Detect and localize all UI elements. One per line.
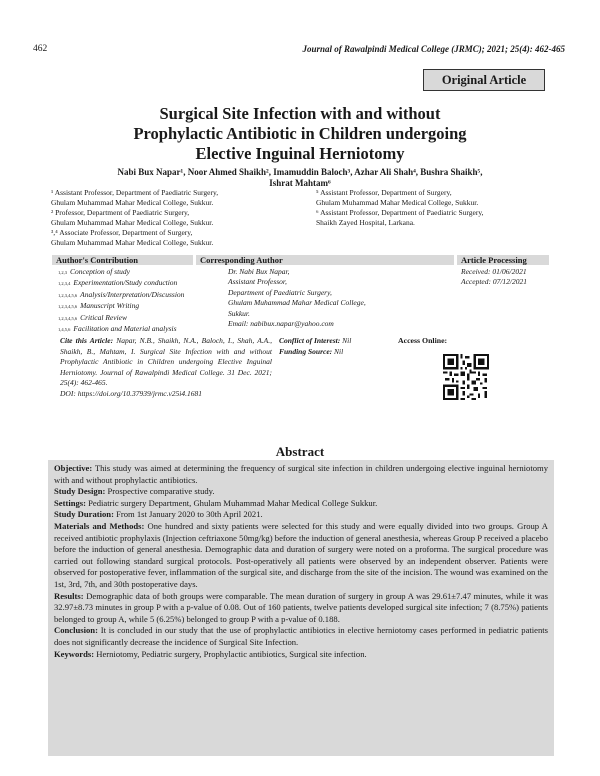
processing-heading: Article Processing bbox=[457, 255, 549, 265]
contribution-text: Critical Review bbox=[80, 312, 127, 322]
contribution-sup: 1,4,5,6 bbox=[58, 327, 71, 333]
abstract-box bbox=[48, 460, 554, 756]
affiliation-line: Ghulam Muhammad Mahar Medical College, Sukkur. bbox=[51, 198, 214, 207]
abstract-duration bbox=[54, 509, 548, 521]
objective-label: Objective: bbox=[54, 463, 93, 473]
affiliation-line: Ghulam Muhammad Mahar Medical College, Sukkur. bbox=[316, 198, 479, 207]
accepted-date: Accepted: 07/12/2021 bbox=[461, 277, 528, 287]
affiliation-line: Ghulam Muhammad Mahar Medical College, Sukkur. bbox=[51, 218, 214, 227]
qr-code-icon[interactable] bbox=[443, 354, 489, 400]
corresponding-heading: Corresponding Author bbox=[196, 255, 454, 265]
received-date: Received: 01/06/2021 bbox=[461, 267, 527, 276]
processing-block bbox=[461, 267, 527, 288]
contribution-sup: 1,2,3,4,5,6 bbox=[58, 315, 78, 321]
contribution-sup: 1,2,3 bbox=[58, 270, 67, 275]
settings-text: Pediatric surgery Department, Ghulam Muhammad Mahar Medical College Sukkur. bbox=[86, 497, 378, 508]
abstract-keywords bbox=[54, 649, 548, 661]
affiliation-line: Shaikh Zayed Hospital, Larkana. bbox=[316, 218, 415, 227]
keywords-label: Keywords: bbox=[54, 648, 95, 659]
abstract-title: Abstract bbox=[275, 444, 325, 459]
design-text: Prospective comparative study. bbox=[105, 486, 215, 497]
objective-text: This study was aimed at determining the frequency of surgical site infection in children undergoing elective inguinal herniotomy with and without prophylactic antibiotics. bbox=[54, 463, 548, 485]
contribution-item bbox=[58, 290, 184, 301]
cite-text: Napar, N.B., Shaikh, N.A., Baloch, I., Shah, A.A., Shaikh, B., Mahtam, I. Surgical Site Infection with and without Prophylactic Antibiotic in Children undergoing Elective Inguinal Herniotomy. Journal of Rawalpindi Medical College. 31 Dec. 2021; 25(4): 462-465. bbox=[60, 336, 272, 387]
results-label: Results: bbox=[54, 590, 84, 601]
contribution-text: Experimentation/Study conduction bbox=[73, 278, 178, 288]
contribution-text: Conception of study bbox=[70, 267, 130, 276]
funding-source bbox=[279, 347, 351, 358]
article-title bbox=[60, 104, 540, 164]
contribution-item bbox=[58, 301, 184, 312]
contribution-item bbox=[58, 324, 184, 335]
corresponding-line: Sukkur. bbox=[228, 308, 250, 318]
affiliation-line: ¹ Assistant Professor, Department of Paediatric Surgery, bbox=[51, 188, 219, 197]
corresponding-line: Assistant Professor, bbox=[228, 277, 287, 287]
keywords-text: Herniotomy, Pediatric surgery, Prophylactic antibiotics, Surgical site infection. bbox=[94, 648, 367, 659]
affiliation-line: ² Professor, Department of Paediatric Surgery, bbox=[51, 208, 190, 217]
funding-value: Nil bbox=[332, 346, 344, 356]
abstract-design bbox=[54, 486, 548, 498]
funding-label: Funding Source: bbox=[279, 346, 333, 356]
affiliations-left bbox=[51, 188, 218, 248]
contribution-list bbox=[58, 267, 184, 335]
affiliation-line: ³,⁴ Associate Professor, Department of Surgery, bbox=[51, 228, 193, 237]
title-line: Prophylactic Antibiotic in Children undergoing bbox=[133, 124, 467, 143]
corresponding-email[interactable]: Email: nabibux.napar@yahoo.com bbox=[228, 319, 334, 329]
affiliation-line: ⁶ Assistant Professor, Department of Paediatric Surgery, bbox=[316, 208, 484, 217]
contribution-text: Manuscript Writing bbox=[80, 301, 140, 311]
journal-citation-header: Journal of Rawalpindi Medical College (JRMC); 2021; 25(4): 462-465 bbox=[302, 44, 565, 54]
abstract-conclusion bbox=[54, 625, 548, 648]
article-type-badge: Original Article bbox=[423, 69, 545, 91]
affiliation-line: Ghulam Muhammad Mahar Medical College, Sukkur. bbox=[51, 238, 214, 247]
contribution-text: Facilitation and Material analysis bbox=[73, 324, 177, 334]
corresponding-line: Dr. Nabi Bux Napar, bbox=[228, 267, 290, 276]
methods-label: Materials and Methods: bbox=[54, 520, 145, 531]
corresponding-author-block bbox=[228, 267, 366, 329]
cite-label: Cite this Article: bbox=[60, 336, 114, 345]
affiliations-right bbox=[316, 188, 484, 228]
contribution-item bbox=[58, 278, 184, 289]
design-label: Study Design: bbox=[54, 486, 106, 497]
abstract-settings bbox=[54, 498, 548, 510]
doi-link[interactable]: DOI: https://doi.org/10.37939/jrmc.v25i4.1681 bbox=[60, 388, 203, 398]
conclusion-label: Conclusion: bbox=[54, 625, 98, 636]
corresponding-line: Department of Paediatric Surgery, bbox=[228, 287, 332, 297]
conflict-of-interest bbox=[279, 336, 351, 347]
contribution-sup: 1,2,3,4,5,6 bbox=[58, 292, 78, 298]
conflict-label: Conflict of Interest: bbox=[279, 336, 341, 345]
citation-block bbox=[60, 336, 272, 399]
duration-text: From 1st January 2020 to 30th April 2021. bbox=[113, 509, 263, 520]
results-text: Demographic data of both groups were comparable. The mean duration of surgery in group A was 29.61±7.47 minutes, while it was 32.97±8.73 minutes in group P with a p-value of 0.08. Out of 160 patients, twelve patients developed surgical site infection; 7 (8.75%) patients belonged to group A, while 5 (6.25%) belonged to group P with a p-value of 0.188. bbox=[54, 590, 548, 624]
abstract-results bbox=[54, 591, 548, 626]
authors-line: Nabi Bux Napar¹, Noor Ahmed Shaikh², Imamuddin Baloch³, Azhar Ali Shah⁴, Bushra Shaikh⁵, bbox=[117, 167, 483, 177]
duration-label: Study Duration: bbox=[54, 509, 114, 520]
corresponding-line: Ghulam Muhammad Mahar Medical College, bbox=[228, 298, 366, 308]
access-online-label: Access Online: bbox=[398, 336, 448, 345]
contribution-item bbox=[58, 313, 184, 324]
conflict-funding-block bbox=[279, 336, 351, 357]
page-number: 462 bbox=[33, 44, 48, 54]
abstract-methods bbox=[54, 521, 548, 591]
authors-line: Ishrat Mahtam⁶ bbox=[269, 178, 331, 188]
contribution-item bbox=[58, 267, 184, 278]
title-line: Elective Inguinal Herniotomy bbox=[195, 144, 405, 163]
conflict-value: Nil bbox=[340, 336, 352, 345]
contribution-heading: Author's Contribution bbox=[52, 255, 193, 265]
methods-text: One hundred and sixty patients were selected for this study and were equally divided into two groups. Group A received antibiotic prophylaxis (Injection ceftriaxone 50mg/kg) before the induction of general anesthesia, whereas Group P received a placebo before the induction of general anesthesia. Demographic data and duration of surgery were noted on a proforma. The surgical procedure was carried out following standard surgical protocols. Post-operatively all patients were observed by an independent observer. Patients were observed for postoperative fever, inflammation of the surgical site, and discharge from the site of the incision. The wound was examined on the 1st, 3rd, 7th, and 30th postoperative days. bbox=[54, 520, 548, 589]
contribution-sup: 1,2,3,4 bbox=[58, 281, 71, 287]
title-line: Surgical Site Infection with and without bbox=[159, 104, 441, 123]
contribution-text: Analysis/Interpretation/Discussion bbox=[80, 289, 185, 299]
settings-label: Settings: bbox=[54, 497, 86, 508]
conclusion-text: It is concluded in our study that the use of prophylactic antibiotics in elective herniotomy cases performed in pediatric patients does not significantly decrease the incidence of Surgical Site Infection. bbox=[54, 625, 548, 647]
author-list bbox=[75, 167, 525, 189]
contribution-sup: 1,2,3,4,5,6 bbox=[58, 304, 78, 310]
abstract-objective bbox=[54, 463, 548, 486]
affiliation-line: ⁵ Assistant Professor, Department of Surgery, bbox=[316, 188, 452, 197]
